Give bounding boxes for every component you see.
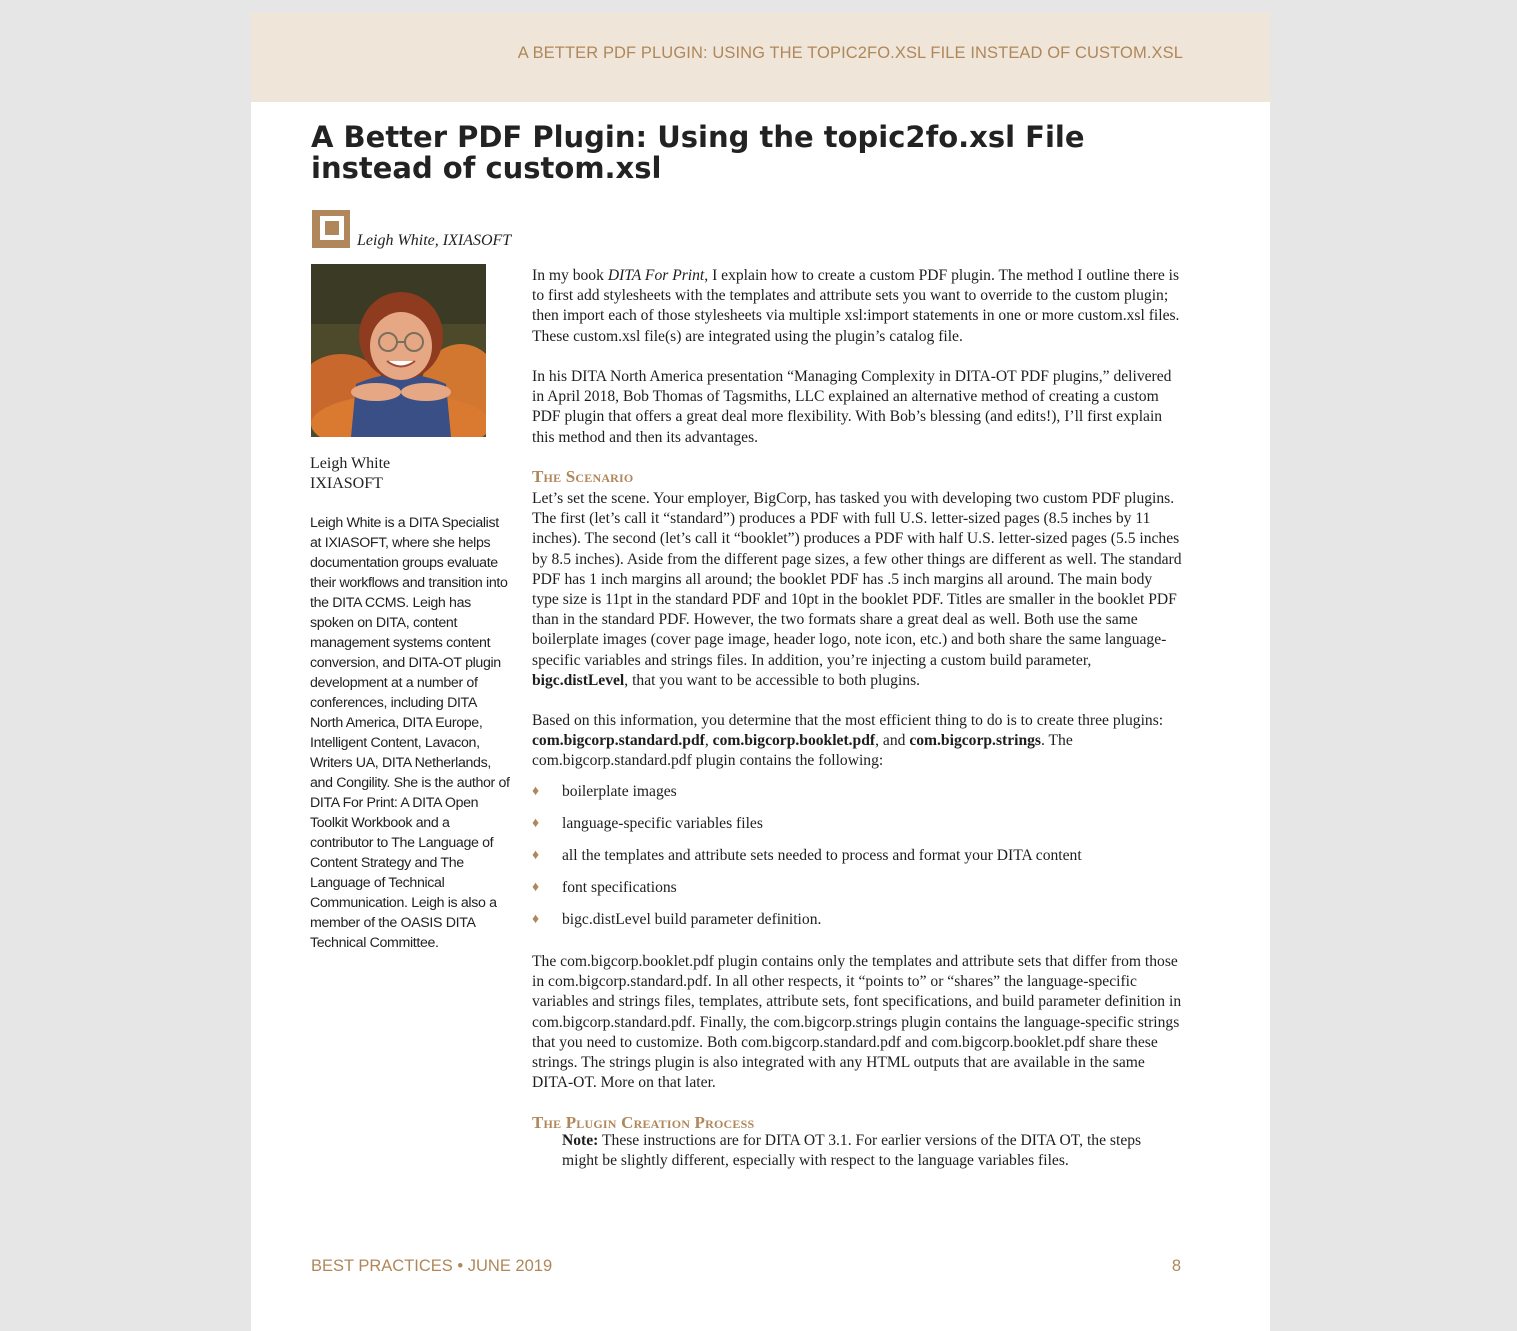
bullet-diamond-icon: ♦ [532, 784, 540, 799]
list-item-text: bigc.distLevel build parameter definition. [562, 911, 822, 928]
list-item [532, 910, 1182, 942]
list-item [532, 814, 1182, 846]
plugin-contents-list [532, 782, 1182, 942]
byline: Leigh White, IXIASOFT [357, 232, 512, 249]
page-number: 8 [1171, 1257, 1181, 1275]
book-title: DITA For Print [607, 267, 705, 284]
list-item-text: language-specific variables files [562, 815, 763, 832]
list-item-text: boilerplate images [562, 783, 677, 800]
bullet-diamond-icon: ♦ [532, 880, 540, 895]
heading-scenario: The Scenario [532, 467, 634, 486]
paragraph-4 [532, 711, 1182, 772]
heading-plugin-creation-process: The Plugin Creation Process [532, 1113, 755, 1132]
bio-text: Leigh White is a DITA Specialist at IXIASOFT, where she helps documentation groups evaluate their workflows and transition into the DITA CCMS. Leigh has spoken on DITA, content management systems content conversion, and DITA-OT plugin development at a number of conferences, including DITA North America, DITA Europe, Intelligent Content, Lavacon, Writers UA, DITA Netherlands, and Congility. She is the author of DITA For Print: A DITA Open Toolkit Workbook and a contributor to The Language of Content Strategy and The Language of Technical Communication. Leigh is also a member of the OASIS DITA Technical Committee. [310, 515, 510, 951]
p3-text-b: , that you want to be accessible to both plugins. [624, 671, 921, 689]
bullet-diamond-icon: ♦ [532, 912, 540, 927]
note-label: Note: [562, 1132, 599, 1149]
bio-name: Leigh White [310, 455, 391, 472]
p3-text-a: Let’s set the scene. Your employer, BigCorp, has tasked you with developing two custom PDF plugins. The first (let’s call it “standard”) produces a PDF with full U.S. letter-sized pages (8.5 inches by 11 inches). The second (let’s call it “booklet”) produces a PDF with half U.S. letter-sized pages (5.5 inches by 8.5 inches). Aside from the different page sizes, a few other things are different as well. The standard PDF has 1 inch margins all around; the booklet PDF has .5 inch margins all around. The main body type size is 11pt in the standard PDF and 10pt in the booklet PDF. Titles are smaller in the booklet PDF than in the standard PDF. However, the two formats share a great deal as well. Both use the same boilerplate images (cover page image, header logo, note icon, etc.) and both share the same language-specific variables and strings files. In addition, you’re injecting a custom build parameter, [532, 490, 1182, 669]
p1-text-b: , I explain how to create a custom PDF plugin. The method I outline there is to first add stylesheets with the templates and attribute sets you want to override to the custom plugin; then import each of those stylesheets via multiple xsl:import statements in one or more custom.xsl files. These custom.xsl file(s) are integrated using the plugin’s catalog file. [532, 267, 1180, 345]
plugin-name-booklet: com.bigcorp.booklet.pdf [712, 732, 876, 750]
paragraph-5: The com.bigcorp.booklet.pdf plugin contains only the templates and attribute sets that differ from those in com.bigcorp.standard.pdf. In all other respects, it “points to” or “shares” the language-specific variables and strings files, templates, attribute sets, font specifications, and build parameter definition in com.bigcorp.standard.pdf. Finally, the com.bigcorp.strings plugin contains the language-specific strings that you need to customize. Both com.bigcorp.standard.pdf and com.bigcorp.booklet.pdf share these strings. The strings plugin is also integrated with any HTML outputs that are available in the same DITA-OT. More on that later. [532, 953, 1182, 1092]
author-photo [311, 264, 486, 437]
p4-text-b: . The com.bigcorp.standard.pdf plugin contains the following: [532, 732, 1073, 770]
bio-company: IXIASOFT [310, 475, 383, 492]
p4-separator-2: , and [875, 732, 910, 750]
build-parameter-name: bigc.distLevel [532, 671, 625, 689]
list-item-text: font specifications [562, 879, 677, 896]
note [562, 1131, 1162, 1171]
bullet-diamond-icon: ♦ [532, 848, 540, 863]
list-item [532, 782, 1182, 814]
footer-publication: BEST PRACTICES • JUNE 2019 [311, 1257, 553, 1275]
paragraph-1 [532, 266, 1182, 347]
note-text: These instructions are for DITA OT 3.1. For earlier versions of the DITA OT, the steps might be slightly different, especially with respect to the language variables files. [562, 1132, 1142, 1170]
bullet-diamond-icon: ♦ [532, 816, 540, 831]
p1-text-a: In my book [532, 267, 608, 284]
page-top-gap [251, 0, 1270, 13]
document-page [251, 0, 1270, 1331]
page-header [251, 13, 1270, 102]
list-item [532, 878, 1182, 910]
author-logo-icon [312, 210, 350, 248]
list-item [532, 846, 1182, 878]
list-item-text: all the templates and attribute sets needed to process and format your DITA content [562, 847, 1082, 864]
plugin-name-strings: com.bigcorp.strings [909, 732, 1041, 750]
article-title: A Better PDF Plugin: Using the topic2fo.xsl File instead of custom.xsl [311, 120, 1085, 185]
p4-text-a: Based on this information, you determine that the most efficient thing to do is to create three plugins: [532, 712, 1164, 729]
running-head: A BETTER PDF PLUGIN: USING THE TOPIC2FO.XSL FILE INSTEAD OF CUSTOM.XSL [517, 44, 1183, 62]
bio-name-block [310, 454, 390, 494]
paragraph-3 [532, 489, 1182, 691]
paragraph-2: In his DITA North America presentation “Managing Complexity in DITA-OT PDF plugins,” delivered in April 2018, Bob Thomas of Tagsmiths, LLC explained an alternative method of creating a custom PDF plugin that offers a great deal more flexibility. With Bob’s blessing (and edits!), I’ll first explain this method and then its advantages. [532, 368, 1172, 446]
plugin-name-standard: com.bigcorp.standard.pdf [532, 732, 705, 750]
p4-separator-1: , [704, 732, 713, 750]
